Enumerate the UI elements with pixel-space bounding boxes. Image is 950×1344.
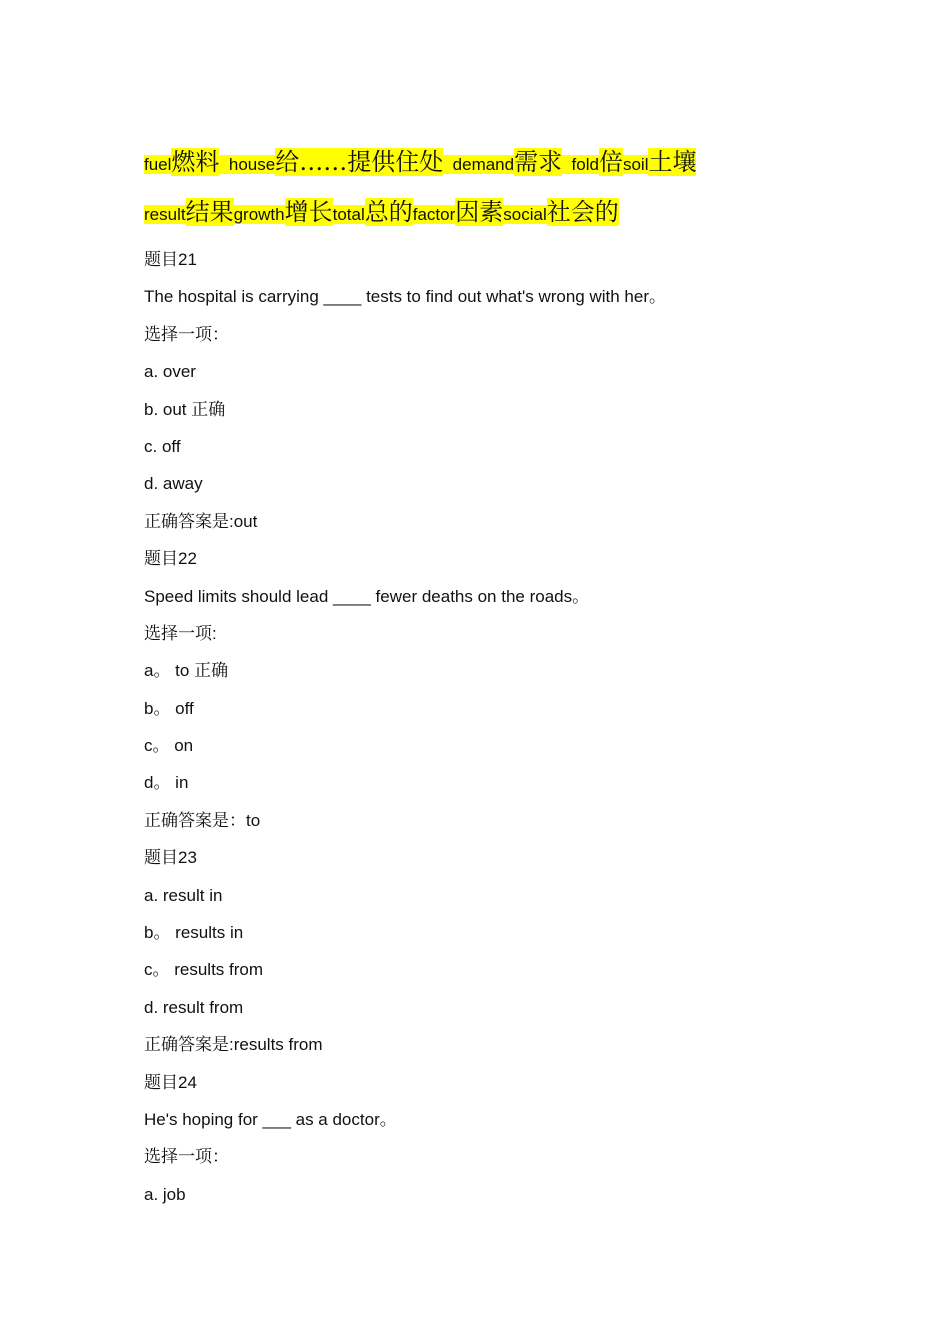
- question-title-21: 题目21: [144, 250, 197, 269]
- option-23-a: a. result in: [144, 885, 223, 905]
- vocab-en: factor: [412, 205, 456, 224]
- answer-21: 正确答案是:out: [144, 511, 258, 531]
- vocab-highlight-block: [144, 140, 824, 240]
- option-22-d: d。 in: [144, 773, 189, 793]
- vocab-en: soil: [622, 155, 649, 174]
- question-text-22: Speed limits should lead ____ fewer deaths on the roads。: [144, 586, 590, 606]
- vocab-zh: 倍: [598, 148, 623, 176]
- vocab-zh: 燃料: [171, 148, 220, 176]
- option-22-a: a。 to 正确: [144, 661, 229, 681]
- vocab-en: demand: [452, 155, 515, 174]
- vocab-zh: 增长: [284, 198, 333, 226]
- vocab-zh: 土壤: [648, 148, 697, 176]
- vocab-en: house: [228, 155, 276, 174]
- choose-one-label: 选择一项:: [144, 623, 217, 643]
- vocab-en: growth: [233, 205, 285, 224]
- vocab-en: social: [503, 205, 547, 224]
- question-title-22: 题目22: [144, 549, 197, 569]
- option-21-c: c. off: [144, 436, 181, 456]
- option-21-d: d. away: [144, 474, 203, 494]
- option-23-c: c。 results from: [144, 960, 264, 980]
- answer-23: 正确答案是:results from: [144, 1035, 323, 1055]
- vocab-en: fuel: [144, 155, 172, 174]
- vocab-zh: 社会的: [546, 198, 619, 226]
- vocab-line-2: [144, 190, 824, 240]
- vocab-line-1: [144, 140, 824, 190]
- question-text-21: The hospital is carrying ____ tests to find out what's wrong with her。: [144, 287, 667, 307]
- choose-one-label: 选择一项：: [144, 1147, 229, 1167]
- vocab-zh: 需求: [514, 148, 563, 176]
- question-content: [144, 249, 844, 1221]
- option-22-c: c。 on: [144, 736, 194, 756]
- vocab-zh: 总的: [364, 198, 413, 226]
- option-24-a: a. job: [144, 1184, 186, 1204]
- vocab-en: result: [144, 205, 186, 224]
- option-23-b: b。 results in: [144, 923, 244, 943]
- vocab-en: total: [332, 205, 365, 224]
- vocab-zh: 给……提供住处: [275, 148, 444, 176]
- vocab-zh: 因素: [455, 198, 504, 226]
- choose-one-label: 选择一项：: [144, 324, 229, 344]
- question-text-24: He's hoping for ___ as a doctor。: [144, 1109, 397, 1129]
- option-23-d: d. result from: [144, 997, 244, 1017]
- option-22-b: b。 off: [144, 698, 194, 718]
- option-21-b: b. out 正确: [144, 399, 226, 419]
- vocab-en: fold: [571, 155, 599, 174]
- answer-22: 正确答案是：to: [144, 810, 261, 830]
- option-21-a: a. over: [144, 362, 196, 382]
- question-title-24: 题目24: [144, 1072, 197, 1092]
- vocab-zh: 结果: [185, 198, 234, 226]
- question-title-23: 题目23: [144, 848, 197, 868]
